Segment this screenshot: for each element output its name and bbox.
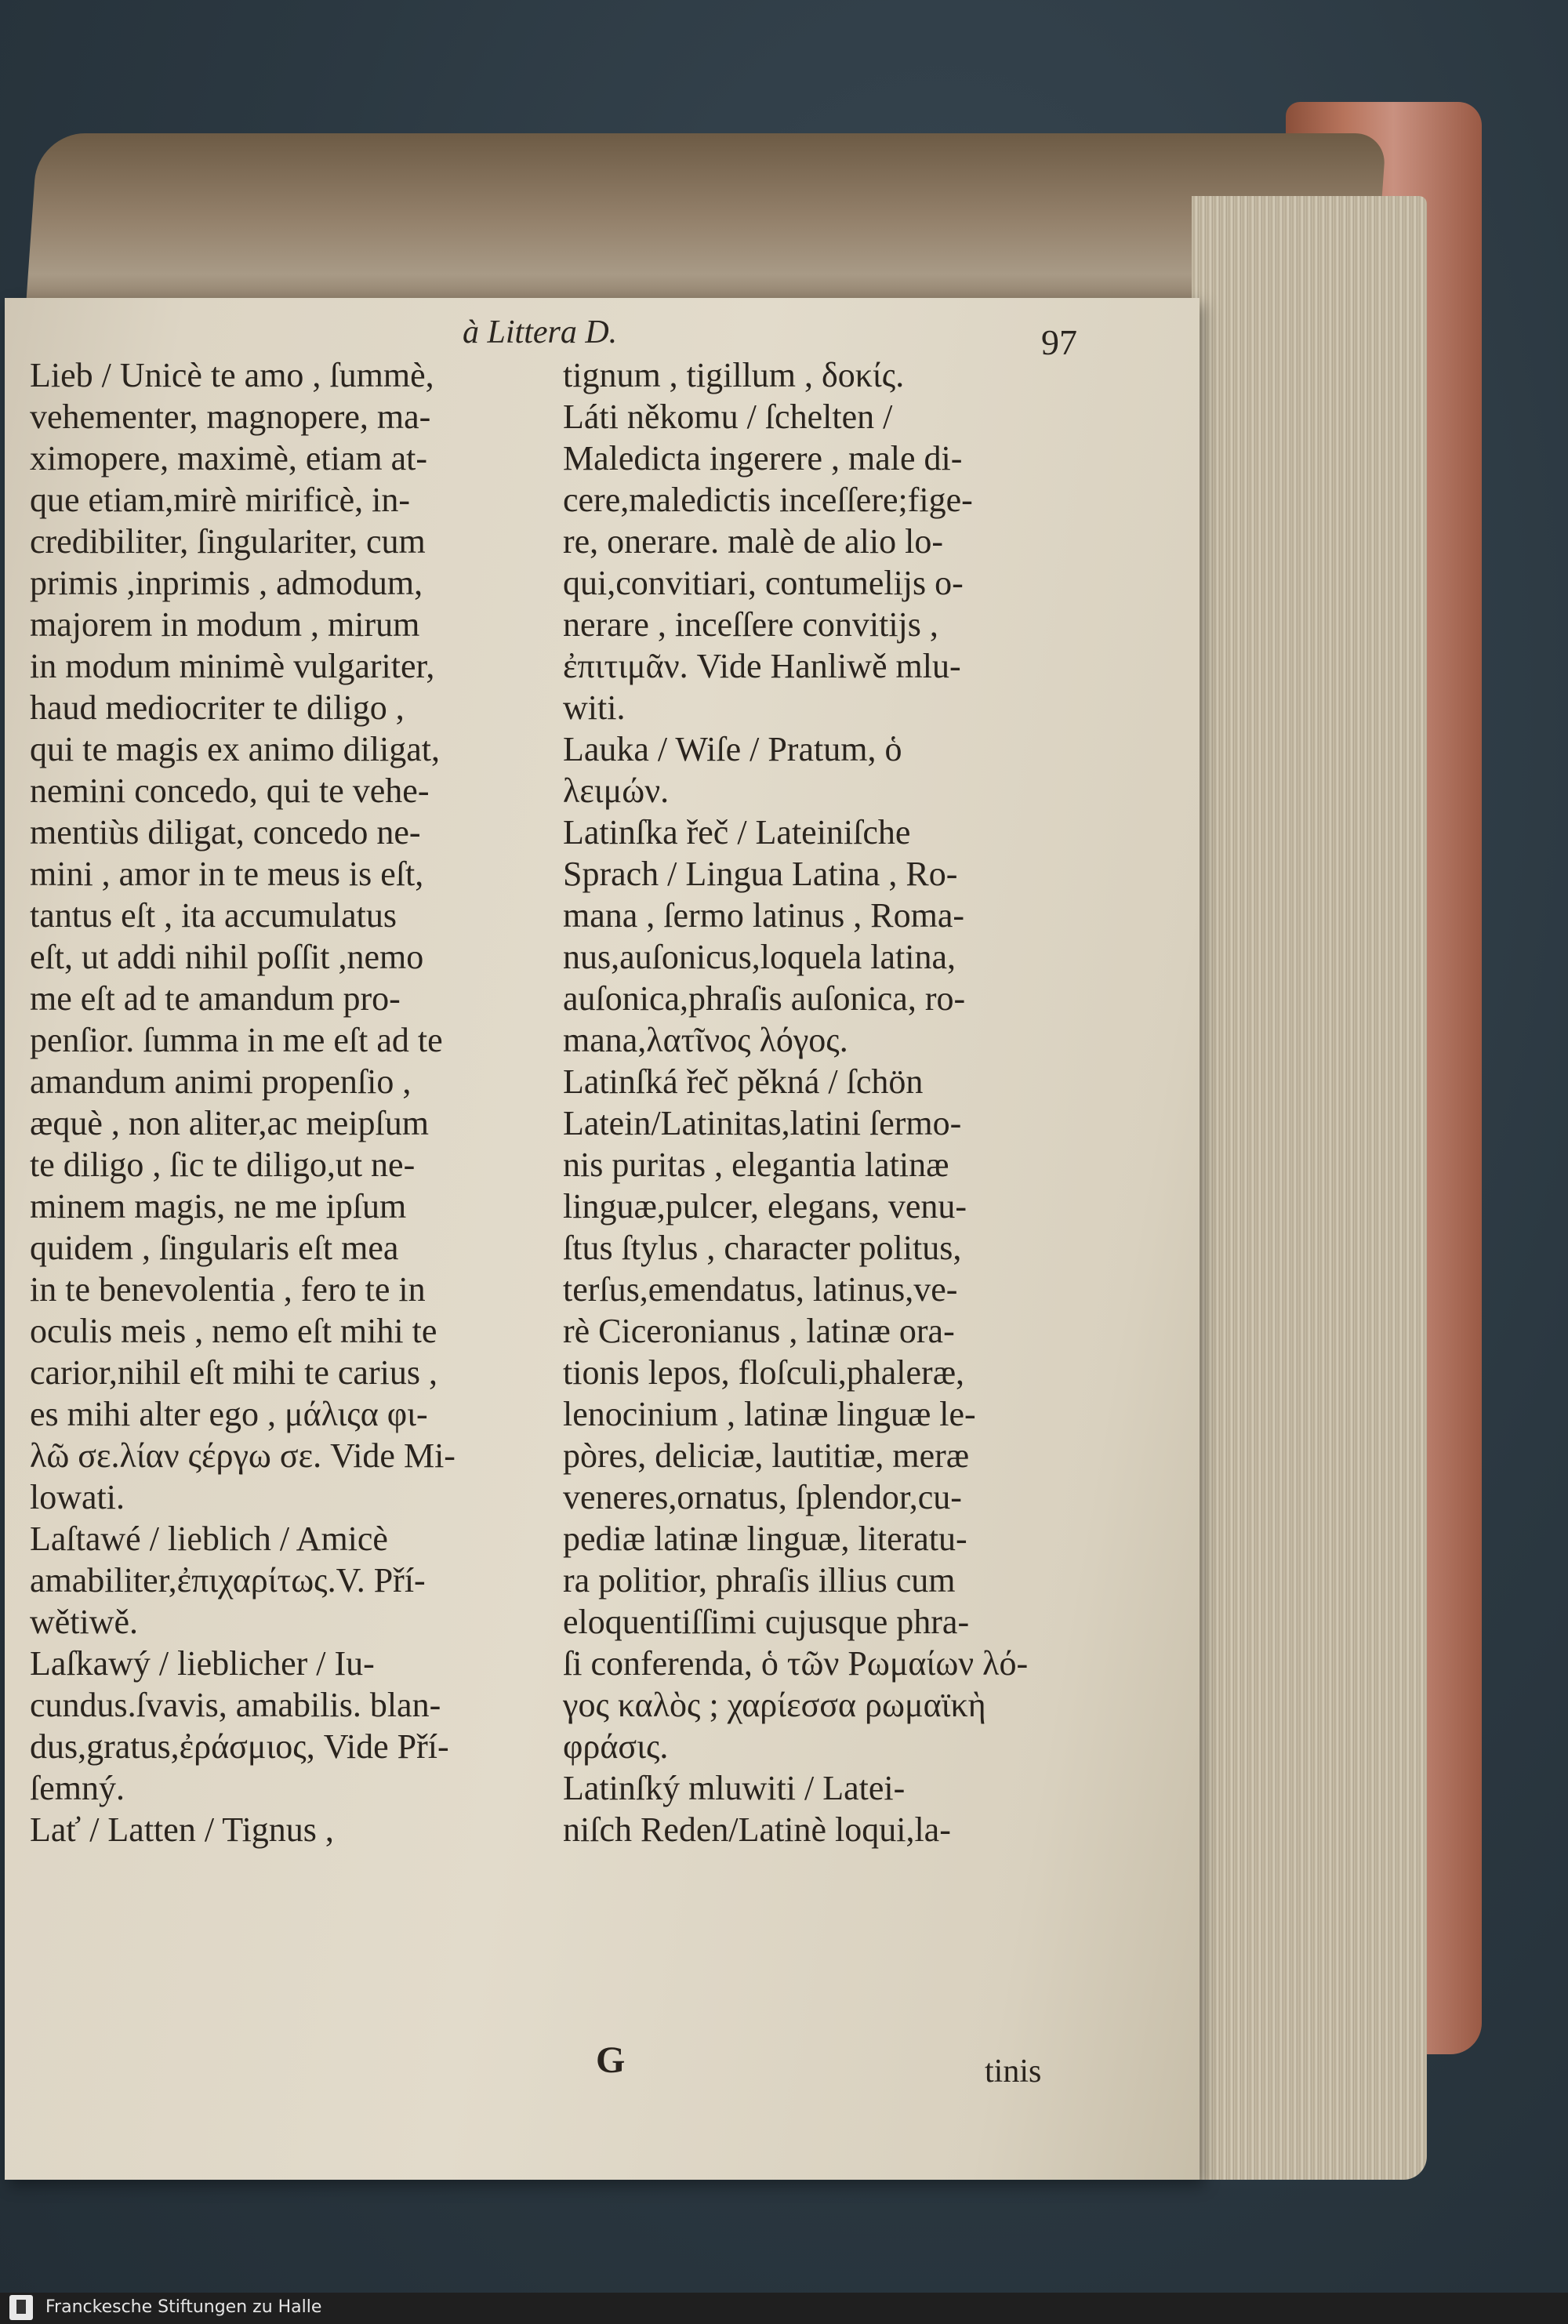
left-column-line: amandum animi propenſio , — [30, 1062, 412, 1101]
right-column-line: eloquentiſſimi cujusque phra- — [563, 1603, 970, 1641]
left-column-line: Lať / Latten / Tignus , — [30, 1810, 334, 1849]
institution-logo-icon — [9, 2295, 33, 2320]
right-column-line: Latinſká řeč pěkná / ſchön — [563, 1062, 924, 1101]
left-column-line: Laſkawý / lieblicher / Iu- — [30, 1644, 375, 1683]
left-column-line: amabiliter,ἐπιχαρίτως.V. Pří- — [30, 1561, 426, 1600]
page-number: 97 — [1041, 322, 1077, 362]
left-column-line: λῶ σε.λίαν ςέργω σε. Vide Mi- — [30, 1436, 456, 1475]
left-column-line: cundus.ſvavis, amabilis. blan- — [30, 1686, 441, 1724]
left-column-line: haud mediocriter te diligo , — [30, 688, 405, 727]
right-column-line: ra politior, phraſis illius cum — [563, 1561, 956, 1600]
left-column-line: oculis meis , nemo eſt mihi te — [30, 1312, 437, 1350]
right-column-line: nerare , inceſſere convitijs , — [563, 605, 938, 644]
left-column-line: lowati. — [30, 1478, 125, 1516]
right-column-line: λειμών. — [563, 772, 670, 810]
right-column-line: linguæ,pulcer, elegans, venu- — [563, 1187, 967, 1226]
right-column-line: nis puritas , elegantia latinæ — [563, 1146, 949, 1184]
right-column-line: rè Ciceronianus , latinæ ora- — [563, 1312, 955, 1350]
left-column-line: credibiliter, ſingulariter, cum — [30, 522, 426, 561]
left-column-line: dus,gratus,ἐράσμιος, Vide Pří- — [30, 1727, 449, 1766]
right-column-line: Latinſký mluwiti / Latei- — [563, 1769, 906, 1807]
right-column-line: φράσις. — [563, 1727, 669, 1766]
left-column-line: ximopere, maximè, etiam at- — [30, 439, 428, 478]
left-column-line: in te benevolentia , fero te in — [30, 1270, 426, 1309]
right-column-line: auſonica,phraſis auſonica, ro- — [563, 979, 966, 1018]
left-column-line: ſemný. — [30, 1769, 125, 1807]
left-column-line: tantus eſt , ita accumulatus — [30, 896, 397, 935]
right-column-line: veneres,ornatus, ſplendor,cu- — [563, 1478, 962, 1516]
left-column-line: mini , amor in te meus is eſt, — [30, 855, 424, 893]
right-column-line: terſus,emendatus, latinus,ve- — [563, 1270, 958, 1309]
right-column-line: Sprach / Lingua Latina , Ro- — [563, 855, 958, 893]
right-column-line: nus,auſonicus,loquela latina, — [563, 938, 956, 976]
left-column-line: eſt, ut addi nihil poſſit ,nemo — [30, 938, 424, 976]
right-column-line: witi. — [563, 688, 626, 727]
left-column-line: carior,nihil eſt mihi te carius , — [30, 1353, 437, 1392]
left-column-line: penſior. ſumma in me eſt ad te — [30, 1021, 443, 1059]
right-column-line: cere,maledictis inceſſere;fige- — [563, 481, 973, 519]
left-column-line: wětiwě. — [30, 1603, 139, 1641]
left-column-line: vehementer, magnopere, ma- — [30, 398, 431, 436]
right-column-line: niſch Reden/Latinè loqui,la- — [563, 1810, 951, 1849]
left-column-line: nemini concedo, qui te vehe- — [30, 772, 430, 810]
left-column-line: te diligo , ſic te diligo,ut ne- — [30, 1146, 416, 1184]
left-column-line: majorem in modum , mirum — [30, 605, 420, 644]
right-column-line: pediæ latinæ linguæ, literatu- — [563, 1520, 967, 1558]
left-column-line: qui te magis ex animo diligat, — [30, 730, 441, 768]
right-column-line: qui,convitiari, contumelijs o- — [563, 564, 964, 602]
right-column-line: lenocinium , latinæ linguæ le- — [563, 1395, 976, 1433]
right-column-line: ſtus ſtylus , character politus, — [563, 1229, 962, 1267]
right-column-line: mana,λατῖνος λόγος. — [563, 1021, 848, 1059]
right-column-line: Latein/Latinitas,latini ſermo- — [563, 1104, 962, 1142]
book-top-edge — [25, 133, 1387, 321]
left-column-line: es mihi alter ego , μάλιςα φι- — [30, 1395, 428, 1433]
right-column-line: Láti někomu / ſchelten / — [563, 398, 893, 436]
left-column-line: quidem , ſingularis eſt mea — [30, 1229, 399, 1267]
right-column-line: pòres, deliciæ, lautitiæ, meræ — [563, 1436, 970, 1475]
left-column-line: mentiùs diligat, concedo ne- — [30, 813, 421, 852]
catchword: tinis — [985, 2053, 1042, 2090]
left-column — [30, 354, 571, 1850]
right-column-line: Maledicta ingerere , male di- — [563, 439, 963, 478]
left-column-line: æquè , non aliter,ac meipſum — [30, 1104, 429, 1142]
right-column-line: ἐπιτιμᾶν. Vide Hanliwě mlu- — [563, 647, 961, 685]
right-column-line: Latinſka řeč / Lateiniſche — [563, 813, 911, 852]
left-column-line: me eſt ad te amandum pro- — [30, 979, 401, 1018]
right-column — [563, 354, 1096, 1850]
left-column-line: Lieb / Unicè te amo , ſummè, — [30, 356, 434, 394]
right-column-line: re, onerare. malè de alio lo- — [563, 522, 943, 561]
left-column-line: minem magis, ne me ipſum — [30, 1187, 407, 1226]
left-column-line: primis ,inprimis , admodum, — [30, 564, 423, 602]
right-column-line: Lauka / Wiſe / Pratum, ὁ — [563, 730, 902, 768]
page-edges — [1192, 196, 1427, 2180]
left-column-line: Laſtawé / lieblich / Amicè — [30, 1520, 388, 1558]
footer-credit: Franckesche Stiftungen zu Halle — [45, 2297, 322, 2317]
right-column-line: mana , ſermo latinus , Roma- — [563, 896, 964, 935]
right-column-line: tignum , tigillum , δοκίς. — [563, 356, 905, 394]
right-column-line: tionis lepos, floſculi,phaleræ, — [563, 1353, 965, 1392]
running-head: à Littera D. — [463, 314, 618, 350]
signature-mark: G — [596, 2039, 626, 2081]
left-column-line: in modum minimè vulgariter, — [30, 647, 435, 685]
right-column-line: γος καλὸς ; χαρίεσσα ρωμαϊκὴ — [563, 1686, 986, 1724]
left-column-line: que etiam,mirè mirificè, in- — [30, 481, 411, 519]
right-column-line: ſi conferenda, ὁ τῶν Ρωμαίων λό- — [563, 1644, 1029, 1683]
